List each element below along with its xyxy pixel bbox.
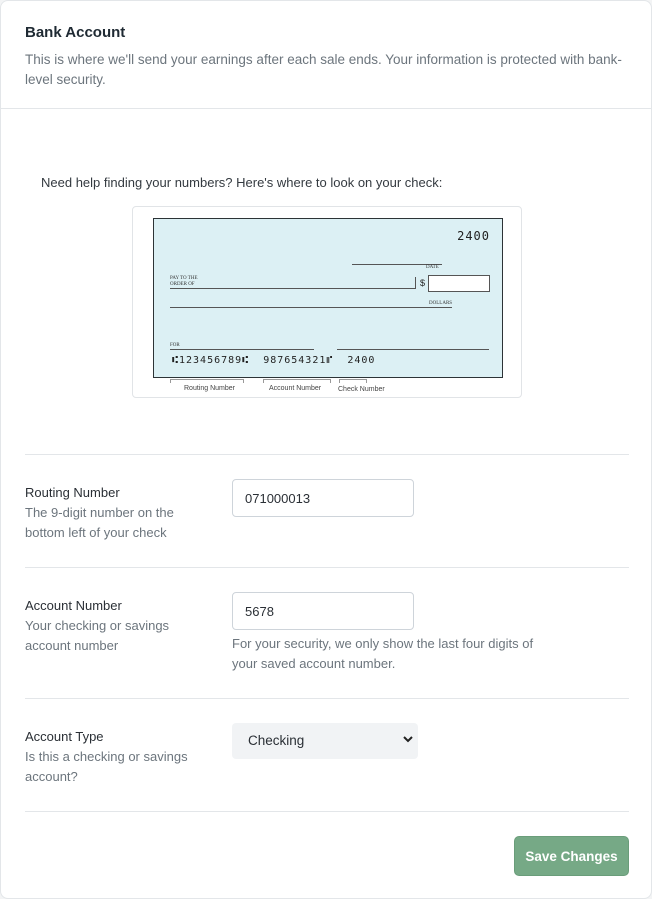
routing-number-input[interactable] bbox=[232, 479, 414, 517]
account-number-input[interactable] bbox=[232, 592, 414, 630]
account-type-help: Is this a checking or savings account? bbox=[25, 749, 188, 784]
account-help: Your checking or savings account number bbox=[25, 618, 170, 653]
check-help-text: Need help finding your numbers? Here's where to look on your check: bbox=[41, 175, 443, 190]
account-type-label: Account Type bbox=[25, 729, 104, 744]
section-divider bbox=[25, 567, 629, 568]
account-label: Account Number bbox=[25, 598, 122, 613]
save-changes-button[interactable]: Save Changes bbox=[514, 836, 629, 876]
routing-label: Routing Number bbox=[25, 485, 120, 500]
sample-check bbox=[153, 218, 503, 378]
check-labels bbox=[133, 381, 523, 397]
check-caption: Check Number bbox=[338, 386, 385, 393]
dollars-label: DOLLARS bbox=[429, 301, 453, 306]
payee-line bbox=[170, 288, 416, 289]
account-type-select[interactable] bbox=[232, 723, 418, 759]
date-label: DATE bbox=[426, 265, 439, 270]
check-number: 2400 bbox=[457, 229, 490, 243]
micr-check: 2400 bbox=[347, 355, 376, 366]
section-divider bbox=[25, 811, 629, 812]
pay-to-label: PAY TO THE ORDER OF bbox=[170, 276, 198, 287]
account-type-value: Checking bbox=[248, 733, 305, 748]
micr-account: 987654321⑈ bbox=[263, 355, 334, 366]
check-illustration bbox=[132, 206, 522, 398]
chevron-down-icon bbox=[403, 732, 413, 749]
page-title: Bank Account bbox=[25, 24, 126, 41]
page-description: This is where we'll send your earnings after each sale ends. Your information is protected with bank-level security. bbox=[25, 52, 622, 87]
dollar-sign: $ bbox=[420, 278, 426, 288]
account-caption: Account Number bbox=[269, 385, 322, 392]
signature-line bbox=[337, 349, 489, 350]
account-security-note: For your security, we only show the last four digits of your saved account number. bbox=[232, 636, 534, 671]
memo-label: FOR bbox=[170, 343, 180, 348]
payee-line-end bbox=[415, 277, 416, 289]
section-divider bbox=[25, 698, 629, 699]
memo-line bbox=[170, 349, 314, 350]
section-divider bbox=[25, 454, 629, 455]
dollars-line bbox=[170, 307, 452, 308]
card-header bbox=[1, 1, 651, 109]
micr-routing: ⑆123456789⑆ bbox=[172, 355, 250, 366]
routing-caption: Routing Number bbox=[184, 385, 235, 392]
routing-help: The 9-digit number on the bottom left of your check bbox=[25, 505, 174, 540]
amount-box bbox=[428, 275, 490, 292]
micr-line bbox=[172, 355, 389, 366]
